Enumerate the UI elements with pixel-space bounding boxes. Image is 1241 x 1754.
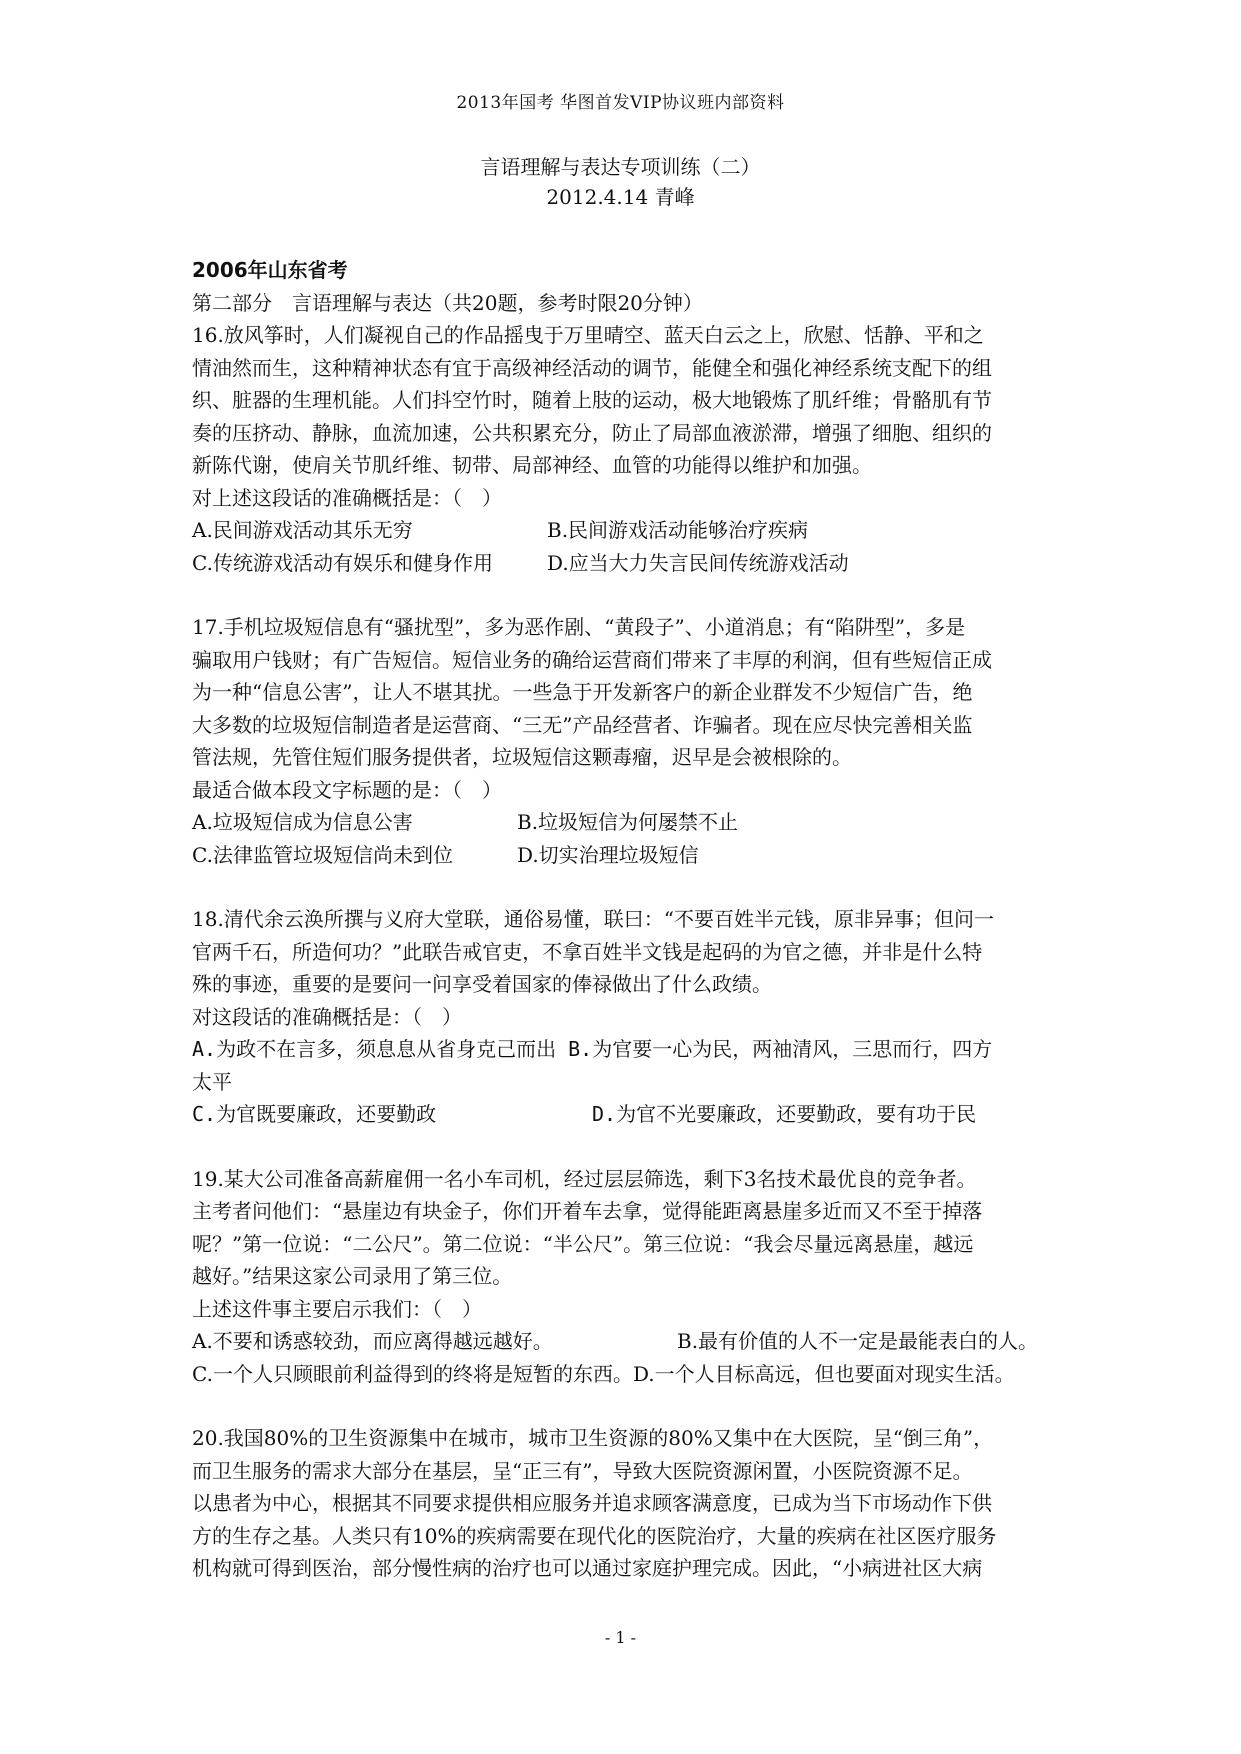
text-line: 以患者为中心，根据其不同要求提供相应服务并追求顾客满意度，已成为当下市场动作下供 <box>192 1491 992 1515</box>
option-c: C.为官既要廉政，还要勤政 <box>192 1102 437 1126</box>
question-text <box>192 1163 1062 1293</box>
page-number: - 1 - <box>604 1628 637 1647</box>
text-line: 新陈代谢，使肩关节肌纤维、韧带、局部神经、血管的功能得以维护和加强。 <box>192 453 872 477</box>
option-b: B.为官要一心为民，两袖清风，三思而行，四方 <box>568 1037 993 1061</box>
question-19 <box>192 1163 1062 1391</box>
text-line: 情油然而生，这种精神状态有宜于高级神经活动的调节，能健全和强化神经系统支配下的组 <box>192 355 992 380</box>
text-line: 殊的事迹，重要的是要问一问享受着国家的俸禄做出了什么政绩。 <box>192 972 772 996</box>
question-text <box>192 319 1062 482</box>
option-b: B.民间游戏活动能够治疗疾病 <box>547 518 809 542</box>
text-line: 17.手机垃圾短信息有“骚扰型”，多为恶作剧、“黄段子”、小道消息；有“陷阱型”，多是 <box>192 615 966 639</box>
option-c: C.法律监管垃圾短信尚未到位 <box>192 842 453 867</box>
option-d: D.切实治理垃圾短信 <box>517 842 699 867</box>
section-heading: 2006年山东省考 <box>192 258 348 282</box>
document-title <box>0 152 1241 212</box>
text-line: 方的生存之基。人类只有10%的疾病需要在现代化的医院治疗，大量的疾病在社区医疗服务 <box>192 1523 997 1548</box>
text-line: 大多数的垃圾短信制造者是运营商、“三无”产品经营者、诈骗者。现在应尽快完善相关监 <box>192 712 973 737</box>
text-line: 骗取用户钱财；有广告短信。短信业务的确给运营商们带来了丰厚的利润，但有些短信正成 <box>192 647 992 672</box>
text-line: 织、脏器的生理机能。人们抖空竹时，随着上肢的运动，极大地锻炼了肌纤维；骨骼肌有节 <box>192 388 992 412</box>
question-text <box>192 903 1062 1001</box>
option-b: B.最有价值的人不一定是最能表白的人。 <box>677 1329 1039 1353</box>
option-c-d-row <box>192 1098 1062 1131</box>
answer-options <box>192 806 1062 871</box>
option-d: D.为官不光要廉政，还要勤政，要有功于民 <box>592 1102 977 1126</box>
option-a: A.不要和诱惑较劲，而应离得越远越好。 <box>192 1329 553 1353</box>
text-line: 18.清代余云涣所撰与义府大堂联，通俗易懂，联曰：“不要百姓半元钱，原非异事；但问一 <box>192 907 995 931</box>
spacer <box>192 1390 1062 1422</box>
option-c-d-row: C.一个人只顾眼前利益得到的终将是短暂的东西。D.一个人目标高远，但也要面对现实生活。 <box>192 1361 1015 1386</box>
section-subheading: 第二部分 言语理解与表达（共20题，参考时限20分钟） <box>192 290 703 315</box>
answer-options <box>192 1325 1062 1358</box>
text-line: 20.我国80%的卫生资源集中在城市，城市卫生资源的80%又集中在大医院，呈“倒三角”， <box>192 1426 994 1450</box>
question-prompt: 对上述这段话的准确概括是：（ ） <box>192 485 502 510</box>
option-b: B.垃圾短信为何屡禁不止 <box>517 810 739 834</box>
text-line: 19.某大公司准备高薪雇佣一名小车司机，经过层层筛选，剩下3名技术最优良的竞争者。 <box>192 1166 977 1191</box>
text-line: 管法规，先管住短们服务提供者，垃圾短信这颗毒瘤，迟早是会被根除的。 <box>192 745 852 769</box>
question-text <box>192 1422 1062 1585</box>
question-prompt: 对这段话的准确概括是：（ ） <box>192 1004 462 1029</box>
text-line: 呢？”第一位说：“二公尺”。第二位说：“半公尺”。第三位说：“我会尽量远离悬崖，越远 <box>192 1231 974 1256</box>
text-line: 官两千石，所造何功？”此联告戒官吏，不拿百姓半文钱是起码的为官之德，并非是什么特 <box>192 939 983 964</box>
text-line: 越好。”结果这家公司录用了第三位。 <box>192 1264 513 1288</box>
question-18 <box>192 903 1062 1131</box>
title-line-1: 言语理解与表达专项训练（二） <box>480 155 761 179</box>
question-text <box>192 611 1062 774</box>
option-a: A.垃圾短信成为信息公害 <box>192 810 413 834</box>
title-line-2: 2012.4.14 青峰 <box>546 185 695 209</box>
spacer <box>192 579 1062 611</box>
question-prompt: 最适合做本段文字标题的是：（ ） <box>192 777 502 802</box>
question-20 <box>192 1422 1062 1585</box>
text-line: 16.放风筝时，人们凝视自己的作品摇曳于万里晴空、蓝天白云之上，欣慰、恬静、平和之 <box>192 323 984 347</box>
spacer <box>192 871 1062 903</box>
option-a-b-row <box>192 1033 1062 1066</box>
text-line: 奏的压挤动、静脉，血流加速，公共积累充分，防止了局部血液淤滞，增强了细胞、组织的 <box>192 420 992 445</box>
text-line: 机构就可得到医治，部分慢性病的治疗也可以通过家庭护理完成。因此，“小病进社区大病 <box>192 1556 983 1580</box>
option-d: D.应当大力失言民间传统游戏活动 <box>547 550 849 575</box>
text-line: 而卫生服务的需求大部分在基层，呈“正三有”，导致大医院资源闲置，小医院资源不足。 <box>192 1458 973 1483</box>
text-line: 为一种“信息公害”，让人不堪其扰。一些急于开发新客户的新企业群发不少短信广告，绝 <box>192 680 973 704</box>
option-a: A.为政不在言多，须息息从省身克己而出 <box>192 1037 557 1061</box>
question-17 <box>192 611 1062 871</box>
answer-options <box>192 1033 1062 1131</box>
spacer <box>192 1131 1062 1163</box>
text-line: 主考者问他们：“悬崖边有块金子，你们开着车去拿，觉得能距离悬崖多近而又不至于掉落 <box>192 1199 983 1223</box>
page-header: 2013年国考 华图首发VIP协议班内部资料 <box>456 93 785 113</box>
document-body <box>192 254 1062 1585</box>
question-16 <box>192 319 1062 579</box>
answer-options <box>192 514 1062 579</box>
option-c: C.传统游戏活动有娱乐和健身作用 <box>192 550 493 575</box>
option-a: A.民间游戏活动其乐无穷 <box>192 518 413 542</box>
option-b-continued: 太平 <box>192 1069 232 1094</box>
question-prompt: 上述这件事主要启示我们：（ ） <box>192 1296 482 1321</box>
